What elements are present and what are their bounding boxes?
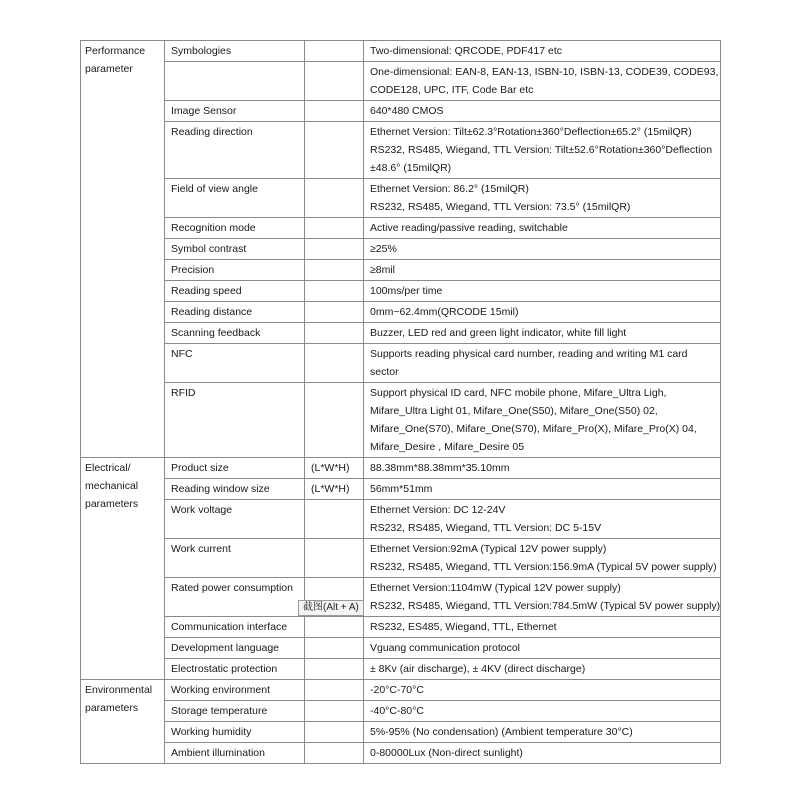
value-line: Buzzer, LED red and green light indicator, white fill light (370, 327, 627, 339)
value-line: ±48.6° (15milQR) (370, 162, 452, 174)
value-line: Support physical ID card, NFC mobile phone, Mifare_Ultra Ligh, (370, 387, 667, 399)
value-line: CODE128, UPC, ITF, Code Bar etc (370, 84, 534, 96)
parameter-unit (305, 218, 364, 239)
parameter-value (364, 680, 721, 701)
spec-row (81, 62, 721, 101)
value-line: Vguang communication protocol (370, 642, 521, 654)
parameter-value (364, 479, 721, 500)
parameter-label: Ambient illumination (165, 743, 305, 764)
parameter-value (364, 458, 721, 479)
value-line: One-dimensional: EAN-8, EAN-13, ISBN-10, ISBN-13, CODE39, CODE93, (370, 66, 719, 78)
parameter-unit (305, 260, 364, 281)
parameter-unit (305, 62, 364, 101)
parameter-label: Recognition mode (165, 218, 305, 239)
parameter-label: Precision (165, 260, 305, 281)
spec-row (81, 722, 721, 743)
value-line: RS232, RS485, Wiegand, TTL Version: DC 5-15V (370, 522, 602, 534)
value-line: Mifare_Desire , Mifare_Desire 05 (370, 441, 525, 453)
value-line: Ethernet Version: DC 12-24V (370, 504, 506, 516)
value-line: sector (370, 366, 399, 378)
screenshot-tooltip: 截图(Alt + A) (298, 600, 364, 616)
parameter-label: Working environment (165, 680, 305, 701)
category-cell: Electrical/ mechanical parameters (81, 458, 165, 680)
parameter-value (364, 239, 721, 260)
spec-row (81, 479, 721, 500)
value-line: Ethernet Version:1104mW (Typical 12V power supply) (370, 582, 621, 594)
spec-row (81, 101, 721, 122)
parameter-unit (305, 383, 364, 458)
parameter-unit (305, 722, 364, 743)
parameter-unit (305, 239, 364, 260)
parameter-label: Reading distance (165, 302, 305, 323)
parameter-label: Storage temperature (165, 701, 305, 722)
category-cell: Environmental parameters (81, 680, 165, 764)
parameter-label: Reading direction (165, 122, 305, 179)
parameter-unit (305, 701, 364, 722)
parameter-unit (305, 500, 364, 539)
category-cell: Performance parameter (81, 41, 165, 458)
value-line: Active reading/passive reading, switchable (370, 222, 568, 234)
spec-row (81, 302, 721, 323)
parameter-value (364, 179, 721, 218)
spec-row (81, 539, 721, 578)
parameter-unit (305, 101, 364, 122)
value-line: 100ms/per time (370, 285, 443, 297)
parameter-unit (305, 659, 364, 680)
parameter-value (364, 323, 721, 344)
parameter-unit (305, 617, 364, 638)
spec-row (81, 344, 721, 383)
spec-row (81, 638, 721, 659)
value-line: 0mm~62.4mm(QRCODE 15mil) (370, 306, 519, 318)
parameter-value (364, 218, 721, 239)
value-line: 56mm*51mm (370, 483, 433, 495)
value-line: Supports reading physical card number, reading and writing M1 card (370, 348, 688, 360)
spec-row (81, 383, 721, 458)
parameter-label: Development language (165, 638, 305, 659)
parameter-label: NFC (165, 344, 305, 383)
parameter-unit: (L*W*H) (305, 458, 364, 479)
spec-row (81, 617, 721, 638)
spec-row (81, 458, 721, 479)
value-line: 0-80000Lux (Non-direct sunlight) (370, 747, 523, 759)
value-line: -40°C-80°C (370, 705, 424, 717)
parameter-value (364, 701, 721, 722)
parameter-label: Symbol contrast (165, 239, 305, 260)
parameter-label: Work voltage (165, 500, 305, 539)
parameter-label: Electrostatic protection (165, 659, 305, 680)
parameter-value (364, 122, 721, 179)
parameter-value (364, 722, 721, 743)
parameter-value (364, 101, 721, 122)
spec-row (81, 122, 721, 179)
parameter-value (364, 260, 721, 281)
parameter-value (364, 383, 721, 458)
parameter-value (364, 638, 721, 659)
spec-row (81, 743, 721, 764)
spec-row (81, 578, 721, 617)
value-line: RS232, RS485, Wiegand, TTL Version: Tilt±52.6°Rotation±360°Deflection (370, 144, 713, 156)
parameter-label: Reading speed (165, 281, 305, 302)
parameter-label: Product size (165, 458, 305, 479)
spec-row (81, 680, 721, 701)
value-line: ± 8Kv (air discharge), ± 4KV (direct discharge) (370, 663, 586, 675)
value-line: ≥25% (370, 243, 397, 255)
spec-row (81, 179, 721, 218)
parameter-unit (305, 302, 364, 323)
parameter-unit (305, 680, 364, 701)
parameter-unit (305, 41, 364, 62)
spec-row (81, 239, 721, 260)
value-line: Ethernet Version: Tilt±62.3°Rotation±360°Deflection±65.2° (15milQR) (370, 126, 692, 138)
parameter-label (165, 62, 305, 101)
parameter-value (364, 41, 721, 62)
spec-row (81, 323, 721, 344)
parameter-value (364, 659, 721, 680)
parameter-unit (305, 179, 364, 218)
spec-row (81, 659, 721, 680)
parameter-label: Communication interface (165, 617, 305, 638)
parameter-label: RFID (165, 383, 305, 458)
parameter-unit (305, 122, 364, 179)
spec-row (81, 260, 721, 281)
parameter-label: Field of view angle (165, 179, 305, 218)
value-line: RS232, RS485, Wiegand, TTL Version:784.5mW (Typical 5V power supply) (370, 600, 721, 612)
value-line: Mifare_One(S70), Mifare_One(S70), Mifare_Pro(X), Mifare_Pro(X) 04, (370, 423, 697, 435)
parameter-label: Scanning feedback (165, 323, 305, 344)
spec-row (81, 701, 721, 722)
value-line: -20°C-70°C (370, 684, 424, 696)
value-line: Ethernet Version: 86.2° (15milQR) (370, 183, 529, 195)
parameter-label: Work current (165, 539, 305, 578)
parameter-value (364, 344, 721, 383)
parameter-unit (305, 638, 364, 659)
spec-row (81, 281, 721, 302)
value-line: RS232, ES485, Wiegand, TTL, Ethernet (370, 621, 557, 633)
parameter-value (364, 500, 721, 539)
parameter-label: Rated power consumption (165, 578, 305, 617)
spec-row (81, 500, 721, 539)
parameter-label: Reading window size (165, 479, 305, 500)
parameter-unit (305, 323, 364, 344)
parameter-unit (305, 344, 364, 383)
parameter-unit (305, 539, 364, 578)
value-line: 88.38mm*88.38mm*35.10mm (370, 462, 510, 474)
parameter-value (364, 617, 721, 638)
parameter-label: Image Sensor (165, 101, 305, 122)
parameter-label: Working humidity (165, 722, 305, 743)
value-line: ≥8mil (370, 264, 396, 276)
value-line: 640*480 CMOS (370, 105, 444, 117)
spec-table-body (81, 41, 721, 764)
value-line: Two-dimensional: QRCODE, PDF417 etc (370, 45, 562, 57)
parameter-unit (305, 743, 364, 764)
value-line: Mifare_Ultra Light 01, Mifare_One(S50), Mifare_One(S50) 02, (370, 405, 658, 417)
value-line: Ethernet Version:92mA (Typical 12V power supply) (370, 543, 607, 555)
parameter-value (364, 578, 721, 617)
parameter-value (364, 281, 721, 302)
spec-row (81, 218, 721, 239)
parameter-value (364, 743, 721, 764)
spec-row (81, 41, 721, 62)
parameter-value (364, 302, 721, 323)
parameter-value (364, 539, 721, 578)
parameter-label: Symbologies (165, 41, 305, 62)
spec-table (80, 40, 721, 764)
value-line: RS232, RS485, Wiegand, TTL Version:156.9mA (Typical 5V power supply) (370, 561, 717, 573)
parameter-unit: (L*W*H) (305, 479, 364, 500)
value-line: RS232, RS485, Wiegand, TTL Version: 73.5° (15milQR) (370, 201, 631, 213)
value-line: 5%-95% (No condensation) (Ambient temperature 30°C) (370, 726, 633, 738)
parameter-unit (305, 281, 364, 302)
parameter-value (364, 62, 721, 101)
